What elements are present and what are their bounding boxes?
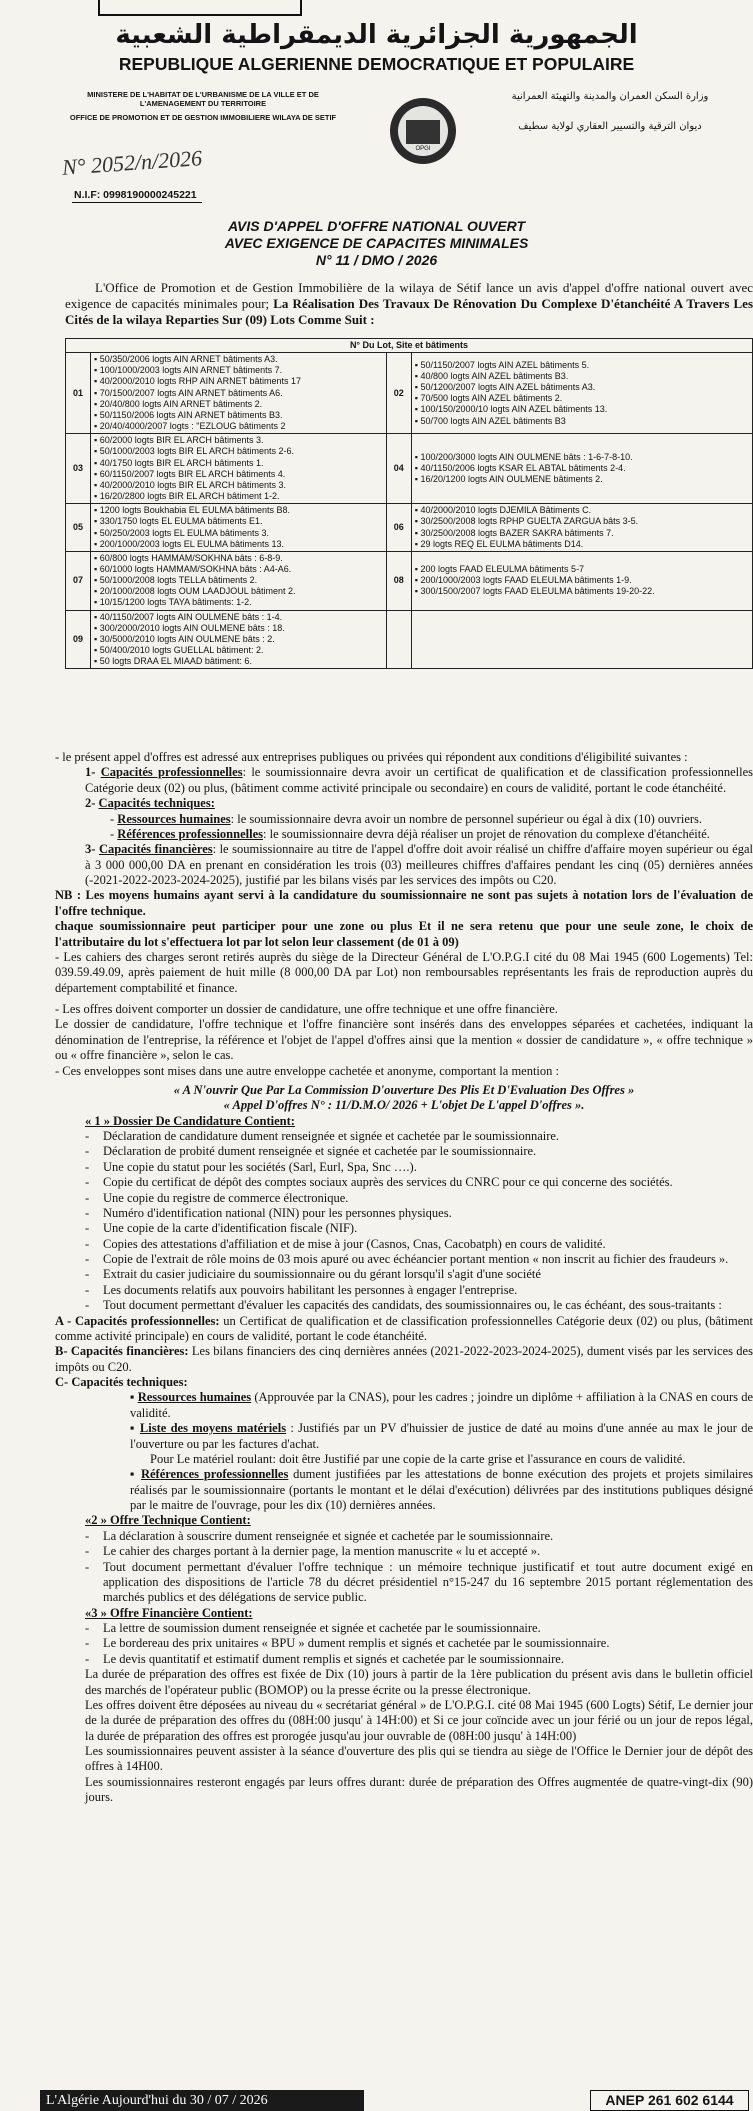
lot-number: 02 [386, 353, 411, 434]
lot-site: ▪ 50/1000/2008 logts TELLA bâtiments 2. [94, 575, 258, 586]
lot-site: ▪ 50/1150/2007 logts AIN AZEL bâtiments 5. [414, 359, 590, 370]
list-item: - Extrait du casier judiciaire du soumissionnaire ou du gérant lorsqu'il s'agit d'une société [85, 1267, 541, 1282]
offres-composition: - Les offres doivent comporter un dossier de candidature, une offre technique et une offre financière. [55, 1002, 558, 1016]
lot-sites [91, 551, 387, 610]
footer [0, 2090, 753, 2111]
lot-site: ▪ 100/150/2000/10 logts AIN AZEL bâtiments 13. [414, 404, 608, 415]
ministry-label-fr: MINISTERE DE L'HABITAT DE L'URBANISME DE LA VILLE ET DE L'AMENAGEMENT DU TERRITOIRE [87, 90, 319, 108]
list-item: - Le bordereau des prix unitaires « BPU » dument remplis et signés et cachetée par le soumissionnaire. [85, 1636, 610, 1651]
criterion-2b: - Références professionnelles: le soumissionnaire devra déjà réaliser un projet de rénovation du complexe d'étanchéité. [110, 826, 710, 841]
lot-site: ▪ 1200 logts Boukhabia EL EULMA bâtiments B8. [94, 505, 290, 516]
list-item: - Copie du certificat de dépôt des comptes sociaux auprès des services du CNRC pour ce qui concerne des sociétés. [85, 1175, 673, 1190]
lot-site: ▪ 20/1000/2008 logts OUM LAADJOUL bâtiment 2. [94, 586, 296, 597]
list-item: - Le cahier des charges portant à la dernier page, la mention manuscrite « lu et accepté ». [85, 1544, 541, 1559]
list-item: - Tout document permettant d'évaluer l'offre technique : un mémoire technique justificatif et tout autre document exigé en application des dispositions de l'article 78 du décret présidentiel n°15-247 du 16 septembre 2015 portant réglementation des marchés publics et des délégations de service public. [85, 1559, 753, 1605]
lot-site: ▪ 60/1000 logts HAMMAM/SOKHNA bâts : A4-A6. [94, 563, 292, 574]
moyens-materiels-item: ▪ Liste des moyens matériels : Justifiés par un PV d'huissier de justice de daté au moins d'une année au max le jour de l'ouverture ou par les factures d'achat. [130, 1421, 753, 1451]
lot-sites [91, 434, 387, 504]
avis-title-line1: AVIS D'APPEL D'OFFRE NATIONAL OUVERT [227, 218, 526, 234]
lot-site: ▪ 100/1000/2003 logts AIN ARNET bâtiments 7. [94, 365, 283, 376]
avis-title-line3: N° 11 / DMO / 2026 [315, 251, 438, 268]
lot-sites [91, 353, 387, 434]
french-republic-title: REPUBLIQUE ALGERIENNE DEMOCRATIQUE ET POPULAIRE [118, 54, 635, 74]
dossier-paragraph: Le dossier de candidature, l'offre technique et l'offre financière sont insérés dans des enveloppes séparées et cachetées, indiquant la dénomination de l'entreprise, la référence et l'objet de l'appel d'offres ainsi que la mention « dossier de candidature », « offre technique » ou « offre financière », selon le cas. [55, 1017, 753, 1063]
lot-sites [91, 504, 387, 552]
lot-site: ▪ 60/2000 logts BIR EL ARCH bâtiments 3. [94, 435, 264, 446]
lot-site: ▪ 40/800 logts AIN AZEL bâtiments B3. [414, 370, 569, 381]
lots-table [65, 338, 753, 669]
lot-row [66, 504, 753, 552]
nb-note: NB : Les moyens humains ayant servi à la candidature du soumissionnaire ne sont pas sujets à notation lors de l'évaluation de l'offre technique. [55, 888, 753, 918]
lot-site: ▪ 10/15/1200 logts TAYA bâtiments: 1-2. [94, 597, 252, 608]
lot-sites [411, 610, 752, 669]
criterion-2a: - Ressources humaines: le soumissionnaire devra avoir un nombre de personnel supérieur ou égal à dix (10) ouvriers. [110, 811, 703, 826]
lot-number: 07 [66, 551, 91, 610]
lot-site: ▪ 30/2500/2008 logts RPHP GUELTA ZARGUA bâts 3-5. [414, 516, 639, 527]
list-item: - Copie de l'extrait de rôle moins de 03 mois apuré ou avec échéancier portant mention « non inscrit au fichier des fraudeurs ». [85, 1252, 729, 1266]
lot-site: ▪ 40/1150/2006 logts KSAR EL ABTAL bâtiments 2-4. [414, 463, 626, 474]
logo-text: OPGI [415, 146, 431, 152]
lot-site: ▪ 60/800 logts HAMMAM/SOKHNA bâts : 6-8-9. [94, 552, 283, 563]
newspaper-date: L'Algérie Aujourd'hui du 30 / 07 / 2026 [40, 2090, 364, 2111]
zone-note: chaque soumissionnaire peut participer pour une zone ou plus Et il ne sera retenu que pour une seule zone, le choix de l'attributaire du lot s'effectuera lot par lot selon leur classement (de 01 à 09) [55, 919, 753, 949]
opgi-logo [390, 98, 456, 164]
lot-row [66, 353, 753, 434]
lot-number: 05 [66, 504, 91, 552]
lot-site: ▪ 20/40/4000/2007 logts : "EZLOUG bâtiments 2 [94, 421, 286, 432]
lot-sites [411, 434, 752, 504]
nif-number: N.I.F: 0998190000245221 [74, 189, 197, 201]
engagement-paragraph: Les soumissionnaires resteront engagés par leurs offres durant: durée de préparation des Offres augmentée de quatre-vingt-dix (90) jours. [85, 1774, 753, 1805]
lot-number: 04 [386, 434, 411, 504]
lot-sites [411, 504, 752, 552]
list-item: - Une copie de la carte d'identification fiscale (NIF). [85, 1221, 358, 1236]
mention-line2: « Appel D'offres N° : 11/D.M.O/ 2026 + L'objet De L'appel D'offres ». [223, 1098, 585, 1113]
lot-site: ▪ 29 logts REQ EL EULMA bâtiments D14. [414, 538, 584, 549]
criterion-1: 1- Capacités professionnelles: le soumissionnaire devra avoir un certificat de qualification et de classification professionnelles Catégorie deux (02) ou plus, (bâtiment comme activité principale ou secondaire) en cours de validité, portant le code étanchéité. [85, 765, 753, 795]
lot-number: 09 [66, 610, 91, 669]
lot-site: ▪ 50/1000/2003 logts BIR EL ARCH bâtiments 2-6. [94, 446, 294, 457]
lot-site: ▪ 330/1750 logts EL EULMA bâtiments E1. [94, 516, 263, 527]
lot-number: 06 [386, 504, 411, 552]
list-item: - Une copie du statut pour les sociétés (Sarl, Eurl, Spa, Snc ….). [85, 1159, 417, 1174]
lot-site: ▪ 50/400/2010 logts GUELLAL bâtiment: 2. [94, 645, 264, 656]
list-item: - Les documents relatifs aux pouvoirs habilitant les personnes à engager l'entreprise. [85, 1282, 518, 1297]
capacites-prof-a: A - Capacités professionnelles: un Certificat de qualification et de classification professionnelles Catégorie deux (02) ou plus, (bâtiment comme activité principale) en cours de validité, portant le code étanchéité. [55, 1313, 753, 1343]
lot-site: ▪ 50/1200/2007 logts AIN AZEL bâtiments A3. [414, 382, 596, 393]
lot-sites [91, 610, 387, 669]
capacites-fin-b: B- Capacités financières: Les bilans financiers des cinq dernières années (2021-2022-2023-2024-2025), dument visés par les services des impôts ou C20. [55, 1344, 753, 1374]
lot-site: ▪ 50/700 logts AIN AZEL bâtiments B3 [414, 415, 566, 426]
lot-number: 03 [66, 434, 91, 504]
section-technique-title: «2 » Offre Technique Contient: [85, 1513, 251, 1528]
lot-number: 08 [386, 551, 411, 610]
lot-site: ▪ 30/5000/2010 logts AIN OULMENE bâts : 2. [94, 633, 275, 644]
list-item: - Déclaration de candidature dument renseignée et signée et cachetée par le soumissionnaire. [85, 1129, 560, 1143]
lot-site: ▪ 50 logts DRAA EL MIAAD bâtiment: 6. [94, 656, 252, 667]
lot-site: ▪ 40/2000/2010 logts RHP AIN ARNET bâtiments 17 [94, 376, 301, 387]
lot-row [66, 610, 753, 669]
lot-site: ▪ 50/350/2006 logts AIN ARNET bâtiments A3. [94, 354, 278, 365]
avis-title [0, 218, 753, 268]
lot-site: ▪ 60/1150/2007 logts BIR EL ARCH bâtiments 4. [94, 468, 286, 479]
lot-sites [411, 353, 752, 434]
lot-site: ▪ 40/2000/2010 logts BIR EL ARCH bâtiments 3. [94, 479, 286, 490]
lot-site: ▪ 16/20/2800 logts BIR EL ARCH bâtiment 1-2. [94, 491, 280, 502]
lot-site: ▪ 100/200/3000 logts AIN OULMENE bâts : 1-6-7-8-10. [414, 451, 633, 462]
financiere-list [55, 1621, 753, 1667]
criterion-3: 3- Capacités financières: le soumissionnaire au titre de l'appel d'offre doit avoir réalisé un chiffre d'affaire moyen supérieur ou égal à 3 000 000,00 DA en prenant en considération les trois (03) meilleures chiffres d'affaires pendant les cinq (05) dernières années (-2021-2022-2023-2024-2025), justifié par les bilans visés par les services des impôts ou C20. [85, 842, 753, 887]
criterion-2: 2- Capacités techniques: [85, 796, 215, 811]
duree-paragraph: La durée de préparation des offres est fixée de Dix (10) jours à partir de la 1ère publication du présent avis dans le bulletin officiel des marchés de l'opérateur public (BOMOP) ou la presse écrite ou la presse électronique. [85, 1667, 753, 1697]
handwritten-reference: N° 2052/n/2026 [61, 145, 203, 180]
lot-site: ▪ 70/500 logts AIN AZEL bâtiments 2. [414, 393, 563, 404]
lot-number: 01 [66, 353, 91, 434]
list-item: - Une copie du registre de commerce électronique. [85, 1190, 349, 1205]
lot-site: ▪ 300/1500/2007 logts FAAD ELEULMA bâtiments 19-20-22. [414, 586, 655, 597]
avis-title-line2: AVEC EXIGENCE DE CAPACITES MINIMALES [224, 234, 529, 251]
arabic-republic-title: الجمهورية الجزائرية الديمقراطية الشعبية [115, 20, 638, 50]
lot-site: ▪ 200/1000/2003 logts FAAD ELEULMA bâtiments 1-9. [414, 575, 632, 586]
list-item: - Déclaration de probité dument renseignée et signée et cachetée par le soumissionnaire. [85, 1144, 537, 1159]
notice-body [55, 750, 753, 1806]
office-label-ar: ديوان الترقية والتسيير العقاري لولاية سطيف [518, 121, 702, 132]
ressources-humaines-item: ▪ Ressources humaines (Approuvée par la CNAS), pour les cadres ; joindre un diplôme + affiliation à la CNAS en cours de validité. [130, 1390, 753, 1420]
lot-site: ▪ 40/1150/2007 logts AIN OULMENE bâts : 1-4. [94, 611, 283, 622]
list-item: - Le devis quantitatif et estimatif dument remplis et signés et cachetée par le soumissionnaire. [85, 1651, 564, 1666]
section-candidature-title: « 1 » Dossier De Candidature Contient: [85, 1113, 295, 1128]
section-financiere-title: «3 » Offre Financière Contient: [85, 1605, 253, 1620]
office-label-fr: OFFICE DE PROMOTION ET DE GESTION IMMOBILIERE WILAYA DE SETIF [69, 113, 337, 122]
list-item: - Tout document permettant d'évaluer les capacités des candidats, des soumissionnaires ou, le cas échéant, des sous-traitants : [85, 1298, 722, 1313]
depot-paragraph: Les offres doivent être déposées au niveau du « secrétariat général » de L'O.P.G.I. cité 08 Mai 1945 (600 Logts) Sétif, Le dernier jour de la durée de préparation des offres du (08H:00 jusqu' à 14H:00) et Si ce jour coïncide avec un jour férié ou un jour de repos légal, la durée de préparation des offres est prorogée jusqu'au jour ouvrable de (08H:00 jusqu' à 14H:00) [85, 1697, 753, 1743]
lot-number [386, 610, 411, 669]
lot-site: ▪ 40/2000/2010 logts DJEMILA Bâtiments C. [414, 505, 592, 516]
capacites-tech-c: C- Capacités techniques: [55, 1375, 188, 1389]
list-item: - Numéro d'identification national (NIN) pour les personnes physiques. [85, 1205, 452, 1220]
enveloppes-paragraph: - Ces enveloppes sont mises dans une autre enveloppe cachetée et anonyme, comportant la mention : [55, 1063, 560, 1078]
lot-site: ▪ 30/2500/2008 logts BAZER SAKRA bâtiments 7. [414, 527, 614, 538]
lot-row [66, 551, 753, 610]
references-item: ▪ Références professionnelles dument justifiées par les attestations de bonne exécution des projets et projets similaires réalisés par le soumissionnaire (portants le montant et le délai d'exécution) délivrées par des institutions publiques désigné par le maitre de l'ouvrage, pour les dix (10) dernières années. [130, 1467, 753, 1512]
list-item: - La lettre de soumission dument renseignée et signée et cachetée par le soumissionnaire. [85, 1621, 541, 1635]
candidature-list [55, 1129, 753, 1314]
cahiers-paragraph: - Les cahiers des charges seront retirés auprès du siège de la Directeur Général de L'O.P.G.I cité du 08 Mai 1945 (600 Logements) Tel: 039.59.49.09, après paiement de huit mille (8 000,00 DA par Lot) non remboursables représentants les frais de reproduction auprès du département comptabilité et finance. [55, 949, 753, 995]
lot-sites [411, 551, 752, 610]
eligibility-intro: - le présent appel d'offres est adressé aux entreprises publiques ou privées qui répondent aux conditions d'éligibilité suivantes : [55, 750, 688, 764]
list-item: - La déclaration à souscrire dument renseignée et signée et cachetée par le soumissionnaire. [85, 1528, 554, 1543]
lot-site: ▪ 200 logts FAAD ELEULMA bâtiments 5-7 [414, 563, 585, 574]
anep-reference: ANEP 261 602 6144 [590, 2090, 749, 2111]
lot-site: ▪ 300/2000/2010 logts AIN OULMENE bâts : 18. [94, 622, 285, 633]
mention-line1: « A N'ouvrir Que Par La Commission D'ouverture Des Plis Et D'Evaluation Des Offres » [173, 1082, 635, 1097]
seance-paragraph: Les soumissionnaires peuvent assister à la séance d'ouverture des plis qui se tiendra au siège de l'Office le Dernier jour de dépôt des offres à 14H00. [85, 1744, 753, 1774]
lot-site: ▪ 40/1750 logts BIR EL ARCH bâtiments 1. [94, 457, 264, 468]
lot-site: ▪ 50/1150/2006 logts AIN ARNET bâtiments B3. [94, 409, 283, 420]
lot-site: ▪ 16/20/1200 logts AIN OULMENE bâtiments 2. [414, 474, 603, 485]
list-item: - Copies des attestations d'affiliation et de mise à jour (Casnos, Cnas, Cacobatph) en cours de validité. [85, 1236, 606, 1251]
lot-site: ▪ 50/250/2003 logts EL EULMA bâtiments 3. [94, 527, 269, 538]
technique-list [55, 1529, 753, 1606]
ministry-label-ar: وزارة السكن العمران والمدينة والتهيئة العمرانية [511, 91, 709, 102]
lot-site: ▪ 20/40/800 logts AIN ARNET bâtiments 2. [94, 398, 263, 409]
lot-site: ▪ 200/1000/2003 logts EL EULMA bâtiments 13. [94, 538, 284, 549]
materiel-roulant-note: Pour Le matériel roulant: doit être Justifié par une copie de la carte grise et l'assurance en cours de validité. [150, 1451, 686, 1466]
lot-row [66, 434, 753, 504]
publicite-frame [98, 0, 302, 16]
lot-site: ▪ 70/1500/2007 logts AIN ARNET bâtiments A6. [94, 387, 283, 398]
lots-table-header: N° Du Lot, Site et bâtiments [66, 339, 753, 353]
intro-paragraph: L'Office de Promotion et de Gestion Immobilière de la wilaya de Sétif lance un avis d'appel d'offre national ouvert avec exigence de capacités minimales pour; La Réalisation Des Travaux De Rénovation Du Complexe D'étanchéité A Travers Les Cités de la wilaya Reparties Sur (09) Lots Comme Suit : [65, 280, 753, 327]
divider [72, 202, 202, 203]
